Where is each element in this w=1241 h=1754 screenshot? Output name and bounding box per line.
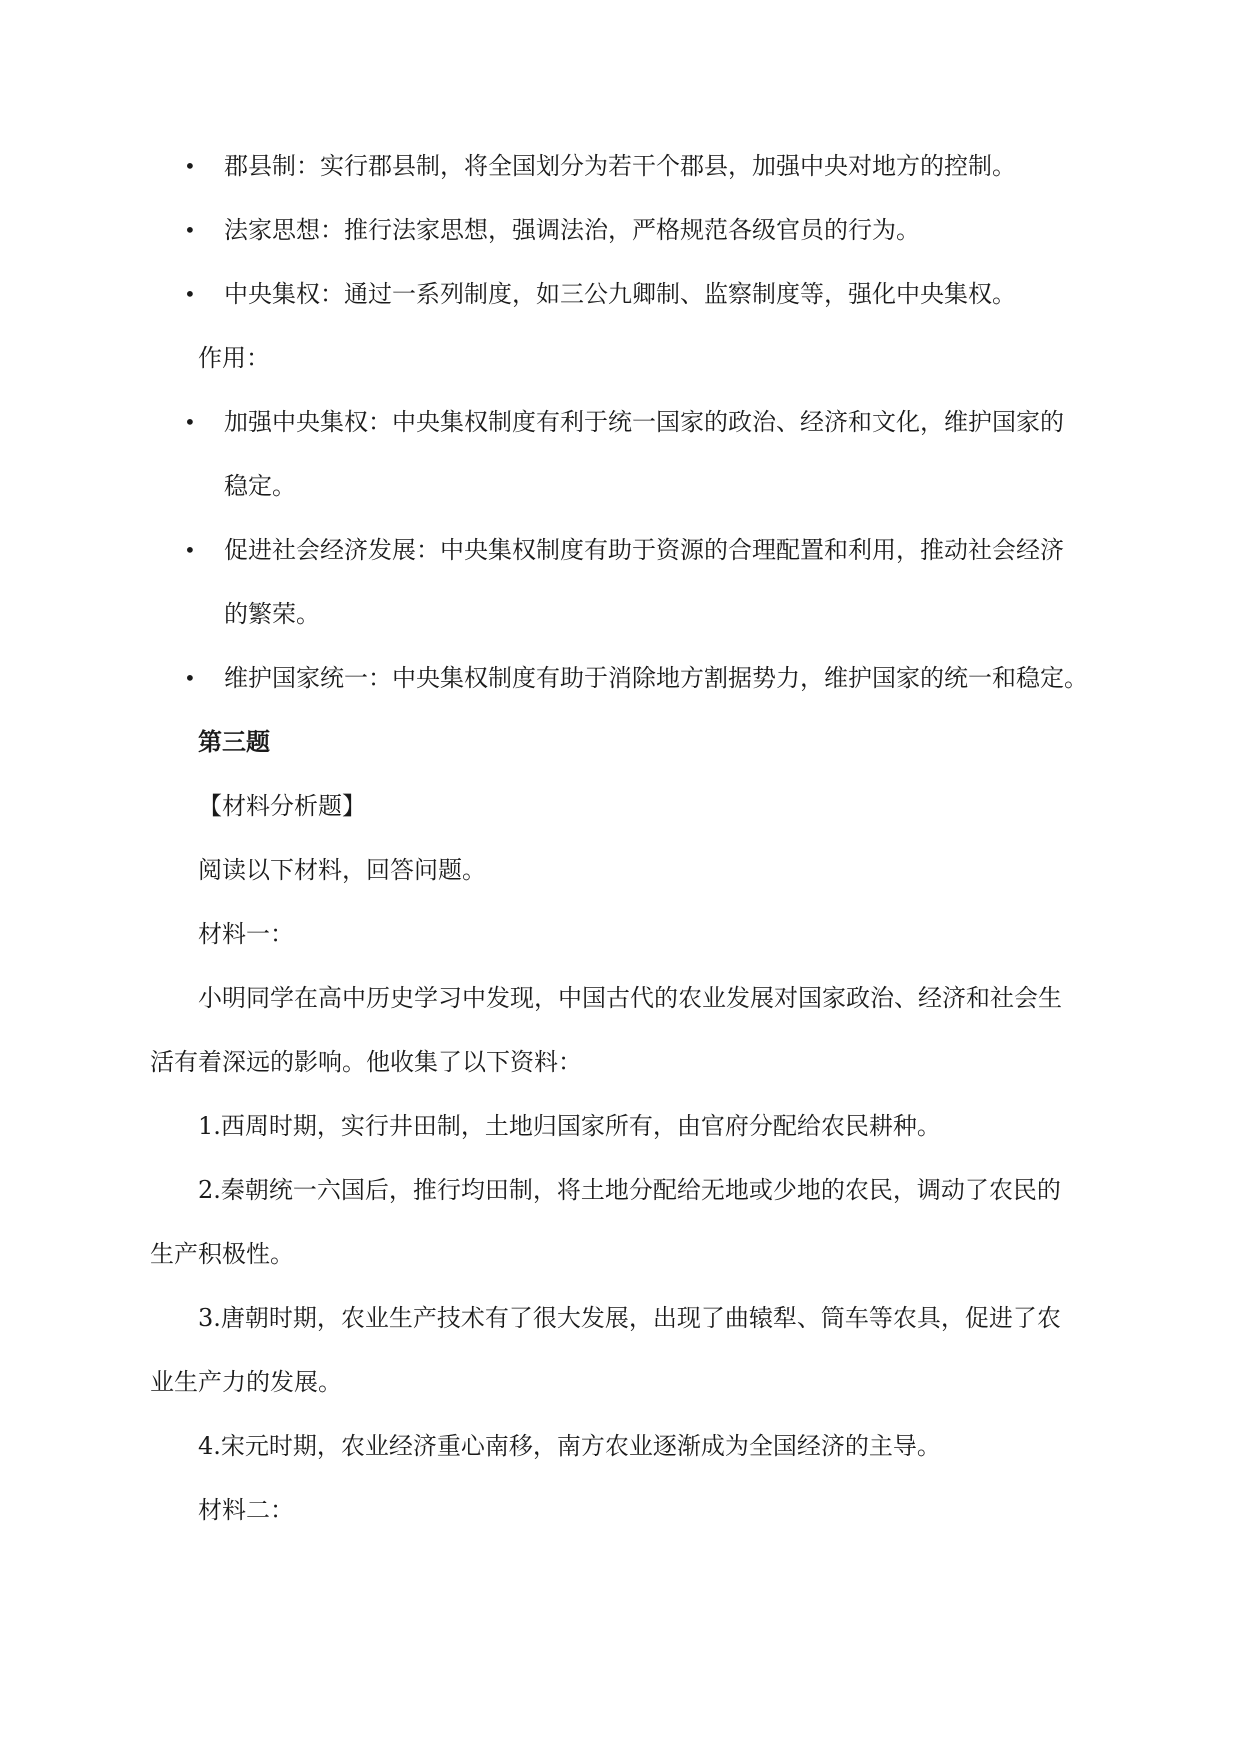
effect-item-line1: 促进社会经济发展：中央集权制度有助于资源的合理配置和利用，推动社会经济 bbox=[224, 536, 1064, 564]
bullet-text: 郡县制：实行郡县制，将全国划分为若干个郡县，加强中央对地方的控制。 bbox=[224, 152, 1016, 180]
bullet-icon: • bbox=[184, 282, 196, 306]
list-item: 2.秦朝统一六国后，推行均田制，将土地分配给无地或少地的农民，调动了农民的 bbox=[198, 1176, 1061, 1204]
list-item-continuation: 生产积极性。 bbox=[150, 1240, 294, 1268]
list-item: 3.唐朝时期，农业生产技术有了很大发展，出现了曲辕犁、筒车等农具，促进了农 bbox=[198, 1304, 1061, 1332]
intro-line2: 活有着深远的影响。他收集了以下资料： bbox=[150, 1048, 582, 1076]
list-item: 4.宋元时期，农业经济重心南移，南方农业逐渐成为全国经济的主导。 bbox=[198, 1432, 941, 1460]
effect-item-line1: 维护国家统一：中央集权制度有助于消除地方割据势力，维护国家的统一和稳定。 bbox=[224, 664, 1088, 692]
list-item: 1.西周时期，实行井田制，土地归国家所有，由官府分配给农民耕种。 bbox=[198, 1112, 941, 1140]
bullet-text: 法家思想：推行法家思想，强调法治，严格规范各级官员的行为。 bbox=[224, 216, 920, 244]
intro-line1: 小明同学在高中历史学习中发现，中国古代的农业发展对国家政治、经济和社会生 bbox=[198, 984, 1062, 1012]
question-type: 【材料分析题】 bbox=[198, 792, 366, 820]
bullet-icon: • bbox=[184, 154, 196, 178]
question-title: 第三题 bbox=[198, 727, 270, 756]
bullet-icon: • bbox=[184, 538, 196, 562]
effect-item-line1: 加强中央集权：中央集权制度有利于统一国家的政治、经济和文化，维护国家的 bbox=[224, 408, 1064, 436]
material-two-label: 材料二： bbox=[198, 1496, 294, 1524]
list-item-continuation: 业生产力的发展。 bbox=[150, 1368, 342, 1396]
bullet-icon: • bbox=[184, 218, 196, 242]
material-one-label: 材料一： bbox=[198, 920, 294, 948]
effect-item-line2: 稳定。 bbox=[224, 472, 296, 500]
instruction: 阅读以下材料，回答问题。 bbox=[198, 856, 486, 884]
bullet-icon: • bbox=[184, 666, 196, 690]
effect-label: 作用： bbox=[198, 344, 270, 372]
bullet-text: 中央集权：通过一系列制度，如三公九卿制、监察制度等，强化中央集权。 bbox=[224, 280, 1016, 308]
effect-item-line2: 的繁荣。 bbox=[224, 600, 320, 628]
bullet-icon: • bbox=[184, 410, 196, 434]
